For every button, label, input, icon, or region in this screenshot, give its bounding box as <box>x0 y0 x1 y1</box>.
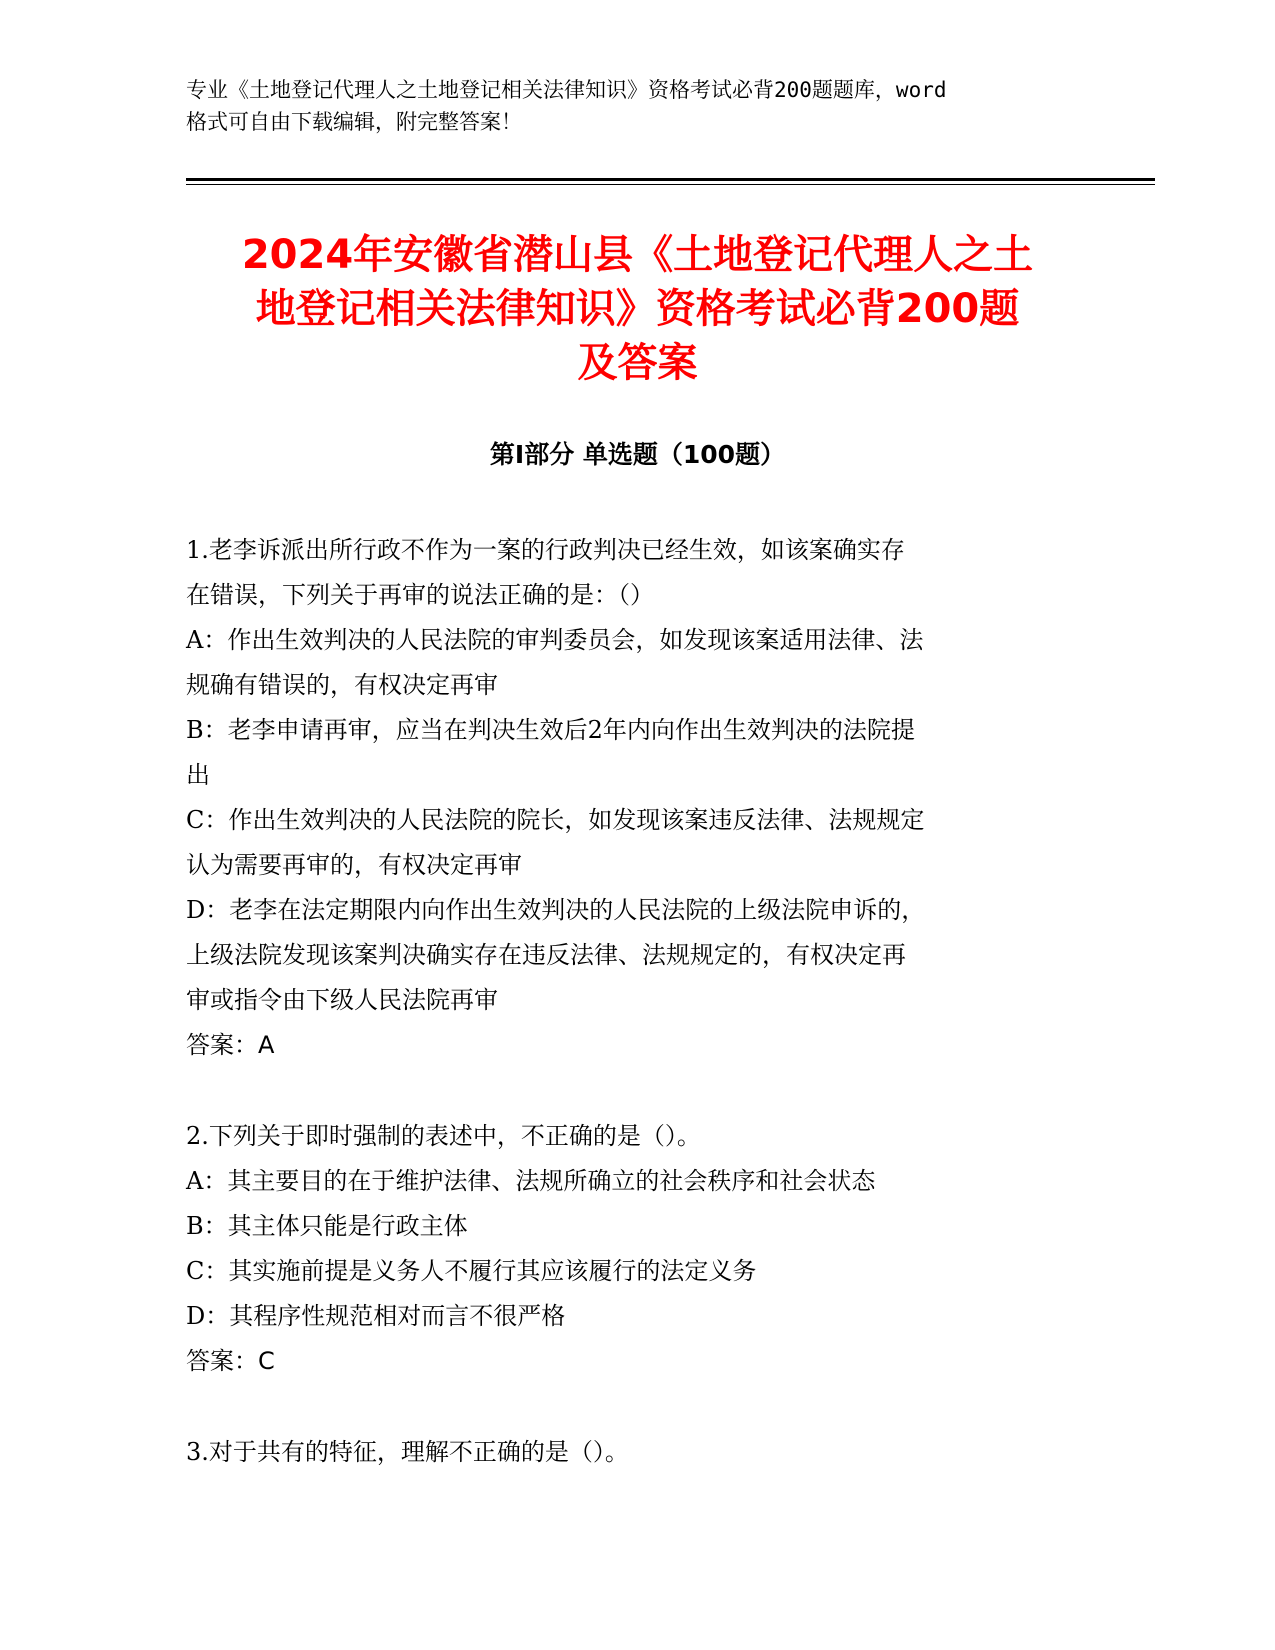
option-c: C：其实施前提是义务人不履行其应该履行的法定义务 <box>186 1257 757 1285</box>
option-a: A：作出生效判决的人民法院的审判委员会，如发现该案适用法律、法 <box>186 626 924 654</box>
title-line: 地登记相关法律知识》资格考试必背200题 <box>255 286 1020 332</box>
title-line: 及答案 <box>577 340 698 386</box>
question-stem: 3.对于共有的特征，理解不正确的是（）。 <box>186 1438 629 1466</box>
document-title <box>150 228 1125 390</box>
option-d: D：老李在法定期限内向作出生效判决的人民法院的上级法院申诉的， <box>186 896 926 924</box>
section-title: 第Ⅰ部分 单选题（100题） <box>489 440 786 469</box>
option-d: 审或指令由下级人民法院再审 <box>186 986 498 1014</box>
option-d: 上级法院发现该案判决确实存在违反法律、法规规定的，有权决定再 <box>186 941 906 969</box>
question-stem: 2.下列关于即时强制的表述中，不正确的是（）。 <box>186 1122 701 1150</box>
header-note-line: 格式可自由下载编辑，附完整答案！ <box>186 110 522 134</box>
title-line: 2024年安徽省潜山县《土地登记代理人之土 <box>241 232 1034 278</box>
option-c: C：作出生效判决的人民法院的院长，如发现该案违反法律、法规规定 <box>186 806 925 834</box>
header-divider-thin <box>186 184 1155 185</box>
option-d: D：其程序性规范相对而言不很严格 <box>186 1302 566 1330</box>
option-c: 认为需要再审的，有权决定再审 <box>186 851 522 879</box>
header-note-line: 专业《土地登记代理人之土地登记相关法律知识》资格考试必背200题题库，word <box>186 78 947 102</box>
option-b: B：老李申请再审，应当在判决生效后2年内向作出生效判决的法院提 <box>186 716 915 744</box>
question-stem: 在错误，下列关于再审的说法正确的是：（） <box>186 581 654 609</box>
answer: 答案：C <box>186 1347 275 1375</box>
option-a: 规确有错误的，有权决定再审 <box>186 671 498 699</box>
question-list <box>186 528 1066 1475</box>
header-divider-thick <box>186 178 1155 181</box>
question-1 <box>186 528 1066 1068</box>
answer: 答案：A <box>186 1031 275 1059</box>
option-a: A：其主要目的在于维护法律、法规所确立的社会秩序和社会状态 <box>186 1167 876 1195</box>
header-note <box>186 74 1086 138</box>
option-b: 出 <box>186 761 210 789</box>
question-3 <box>186 1430 1066 1475</box>
question-2 <box>186 1114 1066 1384</box>
question-stem: 1.老李诉派出所行政不作为一案的行政判决已经生效，如该案确实存 <box>186 536 905 564</box>
option-b: B：其主体只能是行政主体 <box>186 1212 468 1240</box>
